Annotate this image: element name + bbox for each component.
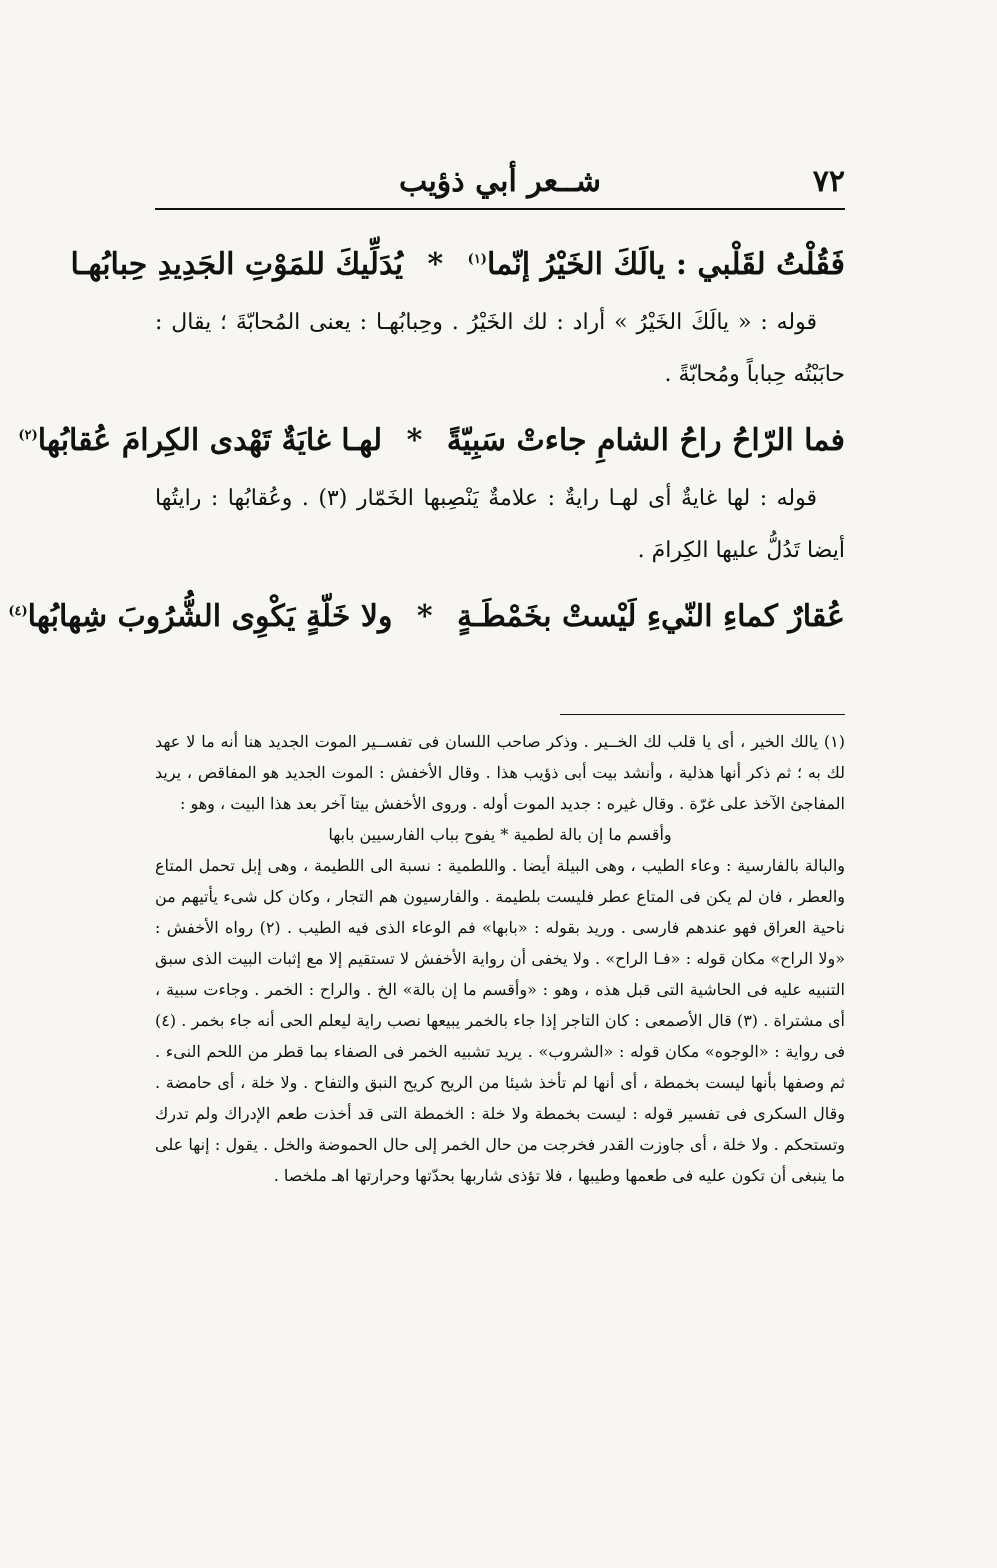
verse-2 bbox=[18, 419, 845, 463]
footnote-marker-1: (١) bbox=[467, 252, 487, 267]
footnotes bbox=[155, 726, 845, 1191]
verse-separator: * bbox=[427, 247, 444, 282]
verse-2-first-hemistich: فما الرّاحُ راحُ الشامِ جاءتْ سَبِيّةً bbox=[446, 423, 845, 458]
header-rule bbox=[155, 208, 845, 210]
main-text bbox=[8, 225, 845, 649]
verse-3-first-hemistich: عُقارٌ كماءِ النّيءِ لَيْستْ بخَمْطَـةٍ bbox=[457, 599, 845, 634]
footnote-marker-4: (٤) bbox=[8, 604, 28, 619]
verse-separator: * bbox=[406, 423, 423, 458]
footnotes-rule bbox=[560, 714, 845, 715]
verse-1-first-text: فَقُلْتُ لقَلْبي : يالَكَ الخَيْرُ إنّما bbox=[486, 247, 845, 282]
verse-3 bbox=[8, 595, 845, 639]
footnote-marker-2: (٢) bbox=[18, 428, 38, 443]
verse-2-second-hemistich bbox=[18, 419, 382, 463]
verse-1-first-hemistich bbox=[468, 243, 845, 287]
footnote-paragraph-1: (١) يالك الخير ، أى يا قلب لك الخــير . وذكر صاحب اللسان فى تفســير الموت الجديد هنا أنه ما لا عهد لك به ؛ ثم ذكر أنها هذلية ، وأنشد بيت أبى ذؤيب هذا . وقال الأخفش : الموت الجديد هو المفاقص ، يريد المفاجئ الآخذ على غرّة . وقال غيره : جديد الموت أوله . وروى الأخفش بيتا آخر بعد هذا البيت ، وهو : bbox=[155, 732, 846, 813]
footnote-quoted-verse: وأقسم ما إن بالة لطمية * يفوح بباب الفارسيين بابها bbox=[328, 825, 672, 844]
commentary-1: قوله : « يالَكَ الخَيْرُ » أراد : لك الخَيْرُ . وحِبابُهـا : يعنى المُحابّةَ ؛ يقال : حابَبْتُه حِباباً ومُحابّةً . bbox=[155, 310, 845, 387]
verse-separator: * bbox=[416, 599, 433, 634]
page-header bbox=[155, 158, 845, 208]
page-number: ٧٢ bbox=[812, 164, 845, 199]
verse-2-second-text: لهـا غايَةٌ تَهْدى الكِرامَ عُقابُها bbox=[37, 423, 383, 458]
verse-1 bbox=[70, 243, 845, 287]
running-title: شــعر أبي ذؤيب bbox=[399, 164, 601, 199]
footnote-paragraph-2: والبالة بالفارسية : وعاء الطيب ، وهى البيلة أيضا . واللطمية : نسبة الى اللطيمة ، وهى إبل تحمل المتاع والعطر ، فان لم يكن فى المتاع عطر فليست بلطيمة . والفارسيون هم التجار ، وكان كل شىء يأتيهم من ناحية العراق فهو عندهم فارسى . وريد بقوله : «بابها» فم الوعاء الذى فيه الطيب . (٢) رواه الأخفش : «ولا الراح» مكان قوله : «فـا الراح» . ولا يخفى أن رواية الأخفش لا تستقيم إلا مع إثبات البيت الذى سبق التنبيه عليه فى الحاشية التى قبل هذه ، وهو : «وأقسم ما إن بالة» الخ . والراح : الخمر . وجاءت سبية ، أى مشتراة . (٣) قال الأصمعى : كان التاجر إذا جاء بالخمر يبيعها نصب راية ليعلم الحى أنه جاء بخمر . (٤) فى رواية : «الوجوه» مكان قوله : «الشروب» . يريد تشبيه الخمر فى الصفاء بما قطر من اللحم النىء . ثم وصفها بأنها ليست بخمطة ، أى أنها لم تأخذ شيئا من الريح كريح النبق والتفاح . ولا خلة ، أى حامضة . وقال السكرى فى تفسير قوله : ليست بخمطة ولا خلة : الخمطة التى قد أخذت طعم الإدراك ولم تدرك وتستحكم . ولا خلة ، أى جاوزت القدر فخرجت من حال الخمر إلى حال الحموضة والخل . يقول : إنها على ما ينبغى أن تكون عليه فى طعمها وطيبها ، فلا تؤذى شاربها بحدّتها وحرارتها اهـ ملخصا . bbox=[155, 856, 846, 1185]
verse-3-second-text: ولا خَلّةٍ يَكْوِى الشُّرُوبَ شِهابُها bbox=[27, 599, 393, 634]
commentary-2: قوله : لها غايةٌ أى لهـا رايةٌ : علامةٌ يَنْصِبها الخَمّار (٣) . وعُقابُها : رايتُها أيضا تَدُلُّ عليها الكِرامَ . bbox=[155, 486, 845, 563]
verse-1-second-hemistich: يُدَلِّيكَ للمَوْتِ الجَدِيدِ حِبابُهـا bbox=[70, 247, 404, 282]
verse-3-second-hemistich bbox=[8, 595, 392, 639]
